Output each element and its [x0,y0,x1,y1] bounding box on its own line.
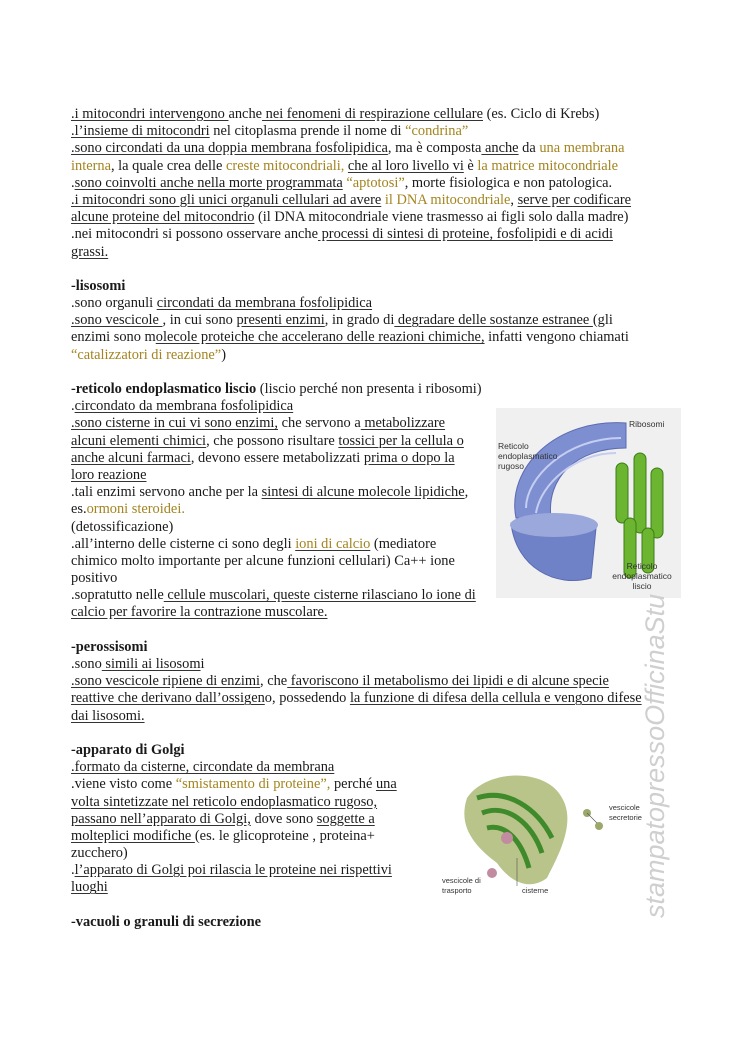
text-line [71,312,642,329]
golgi-illustration [437,768,642,896]
text-segment: .sono organuli [71,295,157,312]
underlined-text: circondati da membrana fosfolipidica [156,295,373,312]
underlined-text: grassi. [71,243,109,260]
text-segment: perché [330,776,376,793]
text-line [71,244,642,261]
highlighted-text: creste mitocondriali, [226,157,345,174]
label-reticolo-liscio: Reticolo endoplasmatico liscio [612,561,672,591]
underlined-text: .l’insieme di mitocondri [71,123,210,140]
label-vescicole-trasporto: vescicole di trasporto [442,876,481,895]
text-segment: . [71,174,75,191]
highlighted-text: la matrice mitocondriale [477,157,619,174]
highlighted-text: una membrana [539,140,625,157]
text-segment: positivo [71,570,118,587]
text-line [71,192,642,209]
watermark: stampatopressoOfficinaStu [640,593,670,918]
underlined-text: .sono cisterne in cui vi sono enzimi, [71,415,279,432]
underlined-text: .i mitocondri sono gli unici organuli cellulari ad avere [71,191,382,208]
section-heading: -vacuoli o granuli di secrezione [71,913,261,930]
underlined-text: olecole proteiche che accelerano delle reazioni chimiche, [155,329,485,346]
text-line [71,690,642,707]
text-segment: (liscio perché non presenta i ribosomi) [256,381,482,397]
text-segment: (gli [592,312,613,329]
text-segment: .viene visto come [71,776,176,793]
highlighted-text: “catalizzatori di reazione” [71,346,222,363]
section-heading: -reticolo endoplasmatico liscio [71,381,257,397]
text-segment: , morte fisiologica e non patologica. [404,174,613,191]
text-segment: , ma è composta [387,140,482,157]
label-ribosomi: Ribosomi [629,419,665,429]
underlined-text: presenti enzimi [236,312,325,329]
underlined-text: volta sintetizzate nel reticolo endoplasmatico rugoso, [71,793,378,810]
text-line [71,673,642,690]
underlined-text: soggette a [316,810,375,827]
underlined-text: nei fenomeni di respirazione cellulare [262,106,483,122]
text-segment: anche [228,106,263,122]
text-segment: chimico molto importante per alcune funzioni cellulari) Ca++ ione [71,552,455,569]
underlined-text: .formato da cisterne, circondate da membrana [71,759,335,776]
underlined-text: luoghi [71,879,108,896]
text-segment: ) [221,346,226,363]
highlighted-text: ormoni steroidei. [86,501,185,518]
text-segment: da [518,140,540,157]
underlined-text: alcune proteine del mitocondrio [71,209,255,226]
text-line [71,639,642,656]
text-line [71,140,642,157]
text-line [71,604,642,621]
underlined-text: l’apparato di Golgi poi rilascia le proteine nei rispettivi [74,862,392,879]
underlined-text: passano nell’apparato di Golgi, [71,810,251,827]
underlined-text: dai lisosomi. [71,707,145,724]
highlighted-text: “smistamento di proteine”, [175,776,331,793]
text-segment: . [71,398,75,415]
text-line [71,278,642,295]
underlined-text: .sono circondati da una doppia membrana fosfolipidica [71,140,388,157]
text-line [71,295,642,312]
text-segment: .tali enzimi servono anche per la [71,484,262,501]
label-reticolo-rugoso: Reticolo endoplasmatico rugoso [498,441,558,471]
text-segment: , [510,191,518,208]
blank-line [71,622,642,639]
underlined-text: che al loro livello vi [347,157,464,174]
text-segment: nel citoplasma prende il nome di [209,123,406,140]
text-segment: dove sono [250,810,317,827]
text-segment: .all’interno delle cisterne ci sono degli [71,535,296,552]
text-line [71,708,642,725]
text-segment: (mediatore [370,535,437,552]
underlined-text: la funzione di difesa della cellula e vengono difese [349,690,642,707]
text-segment: zucchero) [71,845,128,862]
text-segment: o, possedendo [264,690,350,707]
blank-line [71,897,642,914]
text-segment: , che possono risultare [206,432,339,449]
text-segment: (detossificazione) [71,518,174,535]
underlined-text: sintesi di alcune molecole lipidiche [261,484,465,501]
text-segment: , devono essere metabolizzati [190,449,364,466]
underlined-text: loro reazione [71,466,147,483]
text-segment: . [71,862,75,879]
underlined-text: una [375,776,397,793]
text-line [71,158,642,175]
highlighted-text: il DNA mitocondriale [384,191,511,208]
underlined-text: simili ai lisosom [101,656,201,672]
underlined-text: tossici per la cellula o [338,432,464,449]
text-line [71,175,642,192]
text-line [71,209,642,226]
text-segment: enzimi sono m [71,329,156,346]
text-segment: , [464,484,469,501]
underlined-text: reattive che derivano dall’ossigen [71,690,265,707]
highlighted-text: “aptotosi” [346,174,405,191]
underlined-text: .i mitocondri intervengono [71,106,229,122]
text-segment: , in grado di [324,312,395,329]
underlined-text: processi di sintesi di proteine, fosfolipidi e di acidi [317,226,613,243]
underlined-text: degradare delle sostanze estranee [394,312,593,329]
text-line [71,914,642,931]
text-line [71,381,642,398]
underlined-text: sono coinvolti anche nella morte programmata [74,174,343,191]
underlined-text: anche alcuni farmaci [71,449,191,466]
underlined-text: .sono vescicole [71,312,163,329]
highlighted-text: “condrina” [405,123,469,140]
blank-line [71,261,642,278]
underlined-text: molteplici modifiche [71,827,195,844]
underlined-text: anche [481,140,519,157]
underlined-text: circondato da membrana fosfolipidica [74,398,294,415]
text-segment: .sono [71,656,102,672]
text-segment: i [200,656,205,672]
text-line [71,742,642,759]
text-segment: (es. Ciclo di Krebs) [483,106,600,122]
text-segment: (il DNA mitocondriale viene trasmesso ai figli solo dalla madre) [254,209,629,226]
text-line [71,106,642,123]
text-segment: (es. le glicoproteine , proteina+ [194,827,375,844]
text-line [71,347,642,364]
blank-line [71,725,642,742]
underlined-text: cellule muscolari, queste cisterne rilasciano lo ione di [163,587,476,604]
underlined-text: metabolizzare [360,415,446,432]
text-line [71,226,642,243]
text-segment: , la quale crea delle [110,157,227,174]
label-vescicole-secretorie: vescicole secretorie [609,803,642,822]
text-segment: che servono a [278,415,361,432]
text-segment: es. [71,501,87,518]
highlighted-text: ioni di calcio [295,535,371,552]
label-cisterne: cisterne [522,886,549,895]
section-heading: -apparato di Golgi [71,741,185,758]
text-line [71,123,642,140]
text-segment: infatti vengono chiamati [484,329,629,346]
underlined-text: alcuni elementi chimici [71,432,207,449]
section-heading: -lisosomi [71,277,126,294]
text-segment: , in cui sono [162,312,237,329]
text-segment: .nei mitocondri si possono osservare anche [71,226,318,243]
text-segment: è [463,157,478,174]
text-segment: .sopratutto nelle [71,587,164,604]
underlined-text: .sono vescicole ripiene di enzimi [71,673,261,690]
blank-line [71,364,642,381]
text-segment: , che [260,673,288,690]
underlined-text: serve per codificare [517,191,632,208]
underlined-text: prima o dopo la [363,449,455,466]
underlined-text: calcio per favorire la contrazione muscolare. [71,604,328,621]
text-line [71,329,642,346]
text-line [71,656,642,673]
underlined-text: favoriscono il metabolismo dei lipidi e di alcune specie [287,673,609,690]
section-heading: -perossisomi [71,638,148,655]
highlighted-text: interna [71,157,111,174]
